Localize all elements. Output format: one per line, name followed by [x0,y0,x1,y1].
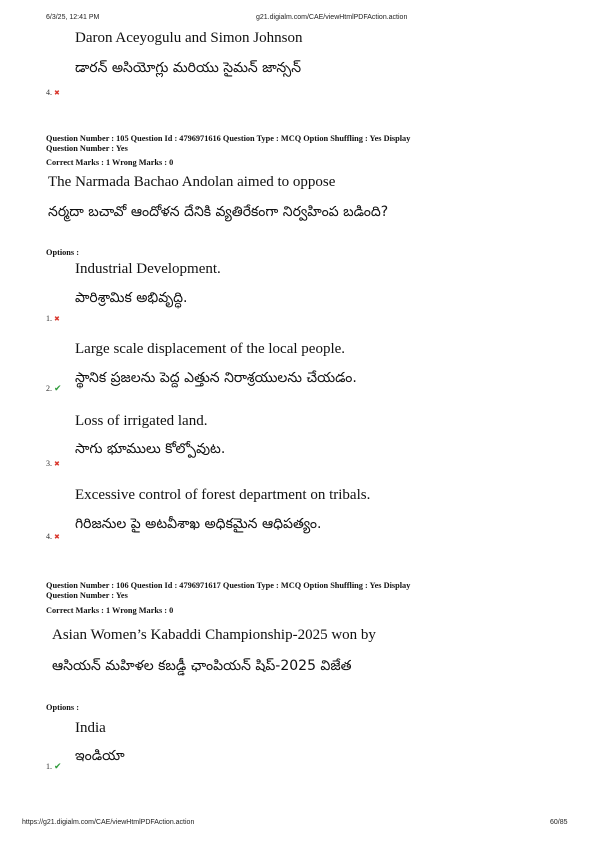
q105-option4-te: గిరిజనుల పై అటవీశాఖ అధికమైన ఆధిపత్యం. [75,516,322,532]
option-number: 3. [46,459,52,468]
option-number: 2. [46,384,52,393]
q106-question-en: Asian Women’s Kabaddi Championship-2025 won by [52,627,376,643]
q105-option1-number-row [46,314,60,323]
q105-option4-number-row [46,532,60,541]
cross-icon: ✖ [54,89,60,97]
q105-option3-number-row [46,459,60,468]
cross-icon: ✖ [54,315,60,323]
cross-icon: ✖ [54,533,60,541]
q106-meta-line3: Correct Marks : 1 Wrong Marks : 0 [46,606,174,615]
q105-options-label: Options : [46,248,79,257]
q106-meta-line2: Question Number : Yes [46,591,128,600]
q105-option3-te: సాగు భూములు కోల్పోవుట. [75,441,226,457]
footer-url[interactable]: https://g21.digialm.com/CAE/viewHtmlPDFAction.action [22,819,195,826]
option-number: 4. [46,88,52,97]
q105-option3-en: Loss of irrigated land. [75,413,208,429]
q105-option2-number-row [46,384,62,394]
q105-option1-te: పారిశ్రామిక అభివృద్ధి. [75,290,188,306]
option-number: 1. [46,762,52,771]
prev-option-te: డారన్ అసియోగ్లు మరియు సైమన్ జాన్సన్ [75,60,302,76]
footer-page-number: 60/85 [550,819,568,826]
q105-meta-line1: Question Number : 105 Question Id : 4796971616 Question Type : MCQ Option Shuffling : Yes Display [46,134,411,143]
q106-option1-te: ఇండియా [75,748,125,764]
q106-option1-number-row [46,762,62,772]
q106-option1-en: India [75,720,106,736]
header-url: g21.digialm.com/CAE/viewHtmlPDFAction.action [256,14,408,21]
prev-option-number [46,88,60,97]
q106-meta-line1: Question Number : 106 Question Id : 4796971617 Question Type : MCQ Option Shuffling : Yes Display [46,581,411,590]
q105-option1-en: Industrial Development. [75,261,221,277]
q106-question-te: ఆసియన్ మహిళల కబడ్డీ ఛాంపియన్ షిప్-2025 విజేత [52,658,352,674]
q105-meta-line3: Correct Marks : 1 Wrong Marks : 0 [46,158,174,167]
q106-options-label: Options : [46,703,79,712]
q105-meta-line2: Question Number : Yes [46,144,128,153]
option-number: 4. [46,532,52,541]
q105-option2-en: Large scale displacement of the local people. [75,341,346,357]
q105-question-te: నర్మదా బచావో ఆందోళన దేనికి వ్యతిరేకంగా నిర్వహింప బడింది? [48,204,389,220]
check-icon: ✔ [54,762,62,772]
q105-option4-en: Excessive control of forest department on tribals. [75,487,371,503]
check-icon: ✔ [54,384,62,394]
q105-option2-te: స్థానిక ప్రజలను పెద్ద ఎత్తున నిరాశ్రయులను చేయడం. [75,370,357,386]
option-number: 1. [46,314,52,323]
q105-question-en: The Narmada Bachao Andolan aimed to oppose [48,174,336,190]
cross-icon: ✖ [54,460,60,468]
prev-option-en: Daron Aceyogulu and Simon Johnson [75,30,303,46]
header-datetime: 6/3/25, 12:41 PM [46,14,100,21]
